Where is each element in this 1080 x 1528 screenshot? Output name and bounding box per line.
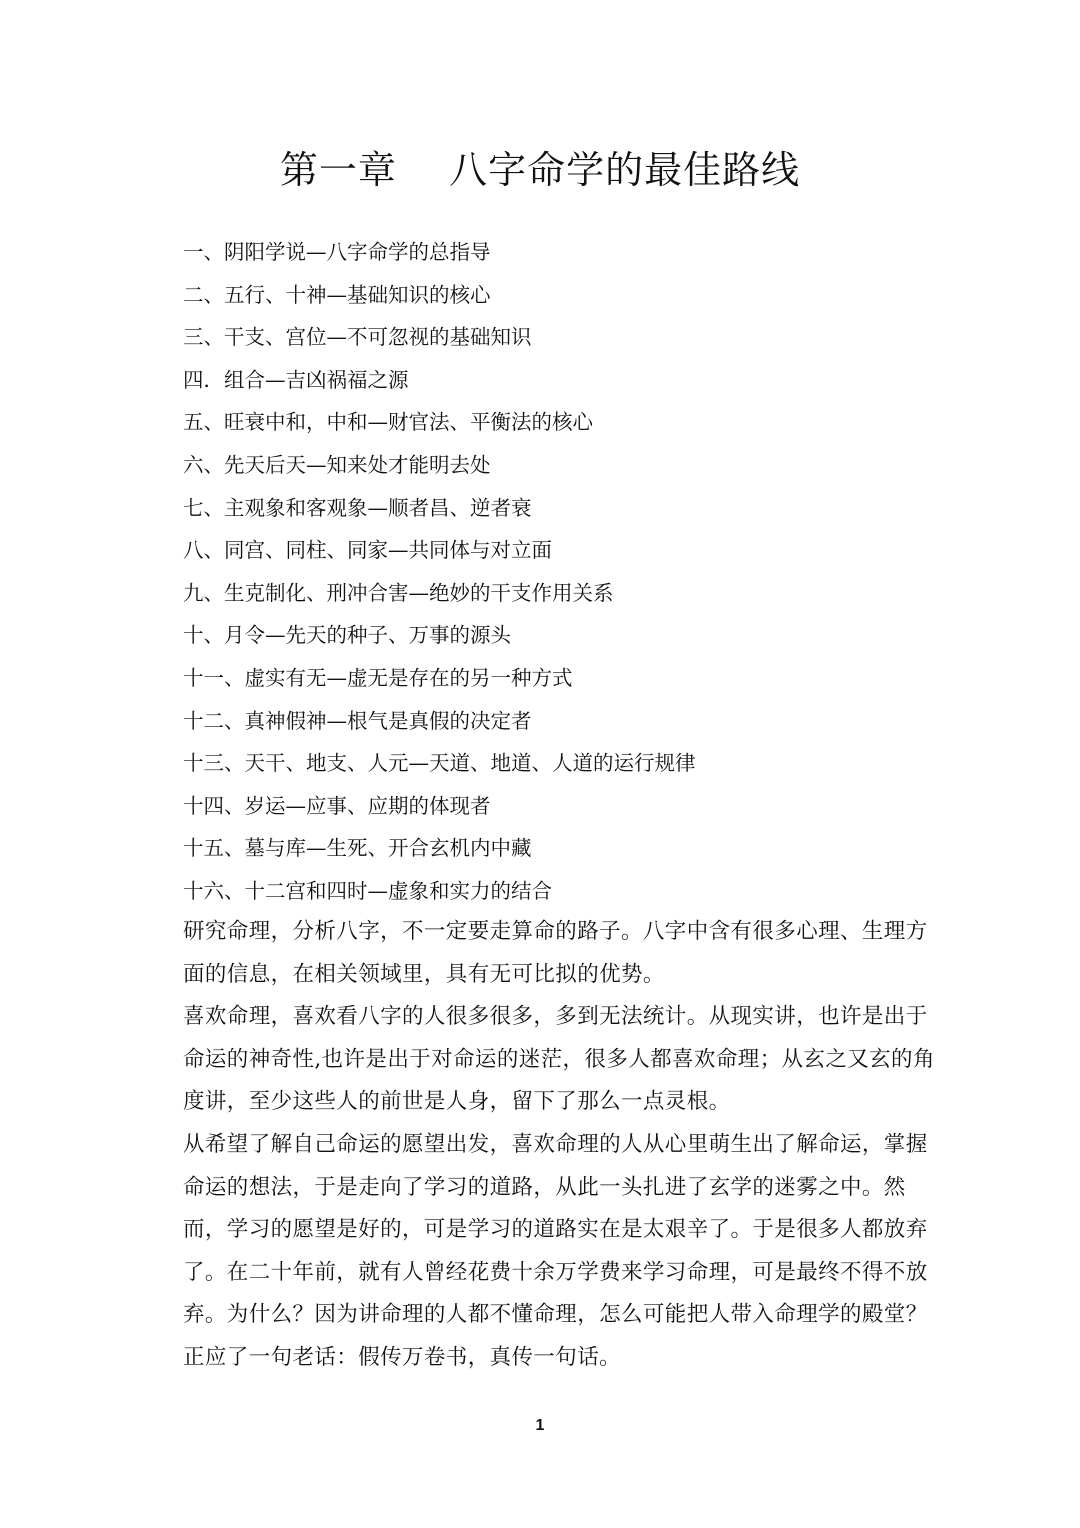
outline-item: 三、干支、宫位—不可忽视的基础知识 <box>183 325 532 350</box>
outline-item: 十五、墓与库—生死、开合玄机内中藏 <box>183 836 532 861</box>
outline-item: 八、同宫、同柱、同家—共同体与对立面 <box>183 538 552 563</box>
outline-item: 九、生克制化、刑冲合害—绝妙的干支作用关系 <box>183 580 614 605</box>
outline-item: 十一、虚实有无—虚无是存在的另一种方式 <box>183 665 573 690</box>
chapter-outline <box>183 231 963 913</box>
page-number: 1 <box>535 1417 545 1434</box>
outline-item: 一、阴阳学说—八字命学的总指导 <box>183 240 491 264</box>
outline-item: 五、旺衰中和，中和—财官法、平衡法的核心 <box>183 410 593 435</box>
outline-item: 十四、岁运—应事、应期的体现者 <box>183 793 491 818</box>
outline-item: 七、主观象和客观象—顺者昌、逆者衰 <box>183 495 532 520</box>
paragraph: 研究命理，分析八字，不一定要走算命的路子。八字中含有很多心理、生理方面的信息，在相关领域里，具有无可比拟的优势。 <box>183 919 928 987</box>
paragraph: 从希望了解自己命运的愿望出发，喜欢命理的人从心里萌生出了解命运，掌握命运的想法，于是走向了学习的道路，从此一头扎进了玄学的迷雾之中。然而，学习的愿望是好的，可是学习的道路实在是太艰辛了。于是很多人都放弃了。在二十年前，就有人曾经花费十余万学费来学习命理，可是最终不得不放弃。为什么？因为讲命理的人都不懂命理，怎么可能把人带入命理学的殿堂？正应了一句老话：假传万卷书，真传一句话。 <box>183 1131 928 1370</box>
outline-item: 十三、天干、地支、人元—天道、地道、人道的运行规律 <box>183 751 696 776</box>
outline-item: 四．组合—吉凶祸福之源 <box>183 367 409 392</box>
outline-item: 二、五行、十神—基础知识的核心 <box>183 282 491 307</box>
outline-item: 十六、十二宫和四时—虚象和实力的结合 <box>183 878 552 903</box>
outline-item: 六、先天后天—知来处才能明去处 <box>183 452 491 477</box>
paragraph: 喜欢命理，喜欢看八字的人很多很多，多到无法统计。从现实讲，也许是出于命运的神奇性,也许是出于对命运的迷茫，很多人都喜欢命理；从玄之又玄的角度讲，至少这些人的前世是人身，留下了那么一点灵根。 <box>183 1004 935 1115</box>
chapter-title: 第一章 八字命学的最佳路线 <box>279 148 801 192</box>
body-text <box>183 911 943 1380</box>
outline-item: 十、月令—先天的种子、万事的源头 <box>183 623 511 648</box>
outline-item: 十二、真神假神—根气是真假的决定者 <box>183 708 532 733</box>
